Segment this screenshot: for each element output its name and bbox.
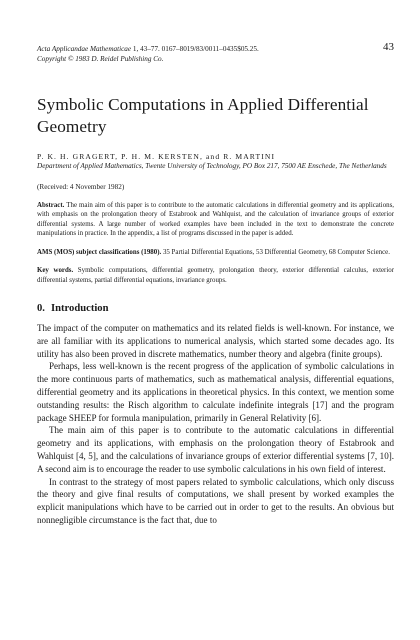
paragraph: In contrast to the strategy of most papers related to symbolic calculations, which only discuss the theory and give final results of computations, we shall present by worked examples the explicit manipulations which have to be carried out in order to get to the results. An obvious but nonnegligible circumstance is the fact that, due to (37, 476, 394, 526)
keywords-text: Symbolic computations, differential geometry, prolongation theory, exterior differential calculus, exterior differential systems, partial differential equations, invariance groups. (37, 267, 394, 284)
body-text (37, 322, 394, 527)
journal-name: Acta Applicandae Mathematicae (37, 45, 132, 53)
abstract (37, 201, 394, 239)
author-list: P. K. H. GRAGERT, P. H. M. KERSTEN, and R. MARTINI (37, 152, 276, 161)
page-header (37, 0, 394, 74)
journal-issue: 1, 43–77. 0167–8019/83/0011–0435$05.25. (131, 45, 259, 53)
section-number: 0. (37, 303, 45, 315)
paragraph: The impact of the computer on mathematics and its related fields is well-known. For instance, we are all familiar with its applications to numerical analysis, which started some decades ago. Its utility has also been proved in discrete mathematics, number theory and algebra (finite groups). (37, 323, 394, 359)
journal-citation (37, 44, 394, 54)
keywords (37, 266, 394, 285)
abstract-label: Abstract. (37, 201, 65, 209)
abstract-text: The main aim of this paper is to contribute to the automatic calculations in differential geometry and its applications, with emphasis on the prolongation theory of Estabrook and Wahlquist, and the calculation of invariance groups of exterior differential systems. A large number of worked examples have been included in the text to demonstrate the concrete manipulations in practice. In the appendix, a list of programs discussed in the paper is added. (37, 201, 394, 238)
section-title: Introduction (51, 303, 109, 315)
article-title: Symbolic Computations in Applied Differential Geometry (37, 95, 369, 136)
paragraph: Perhaps, less well-known is the recent progress of the application of symbolic calculations in the more continuous parts of mathematics, such as mathematical analysis, differential equations, differential geometry and its applications in theoretical physics. In this context, we mention some outstanding results: the Risch algorithm to calculate indefinite integrals [17] and the program package SHEEP for formula manipulation, primarily in General Relativity [6]. (37, 361, 394, 423)
paragraph: The main aim of this paper is to contribute to the automatic calculations in differential geometry and its applications, with emphasis on the prolongation theory of Estabrook and Wahlquist [4, 5], and the calculations of invariance groups of exterior differential systems [7, 10]. A second aim is to encourage the reader to use symbolic calculations in his own field of interest. (37, 425, 394, 474)
subject-classifications (37, 248, 394, 258)
author-affiliation: Department of Applied Mathematics, Twente University of Technology, PO Box 217, 7500 AE Enschede, The Netherlands (37, 162, 387, 170)
received-date: (Received: 4 November 1982) (37, 182, 125, 191)
ams-label: AMS (MOS) subject classifications (1980). (37, 248, 162, 256)
section-heading (37, 302, 394, 316)
keywords-label: Key words. (37, 267, 74, 275)
page-number: 43 (383, 41, 394, 53)
copyright-line: Copyright © 1983 D. Reidel Publishing Co. (37, 55, 164, 63)
ams-text: 35 Partial Differential Equations, 53 Differential Geometry, 68 Computer Science. (161, 248, 390, 256)
